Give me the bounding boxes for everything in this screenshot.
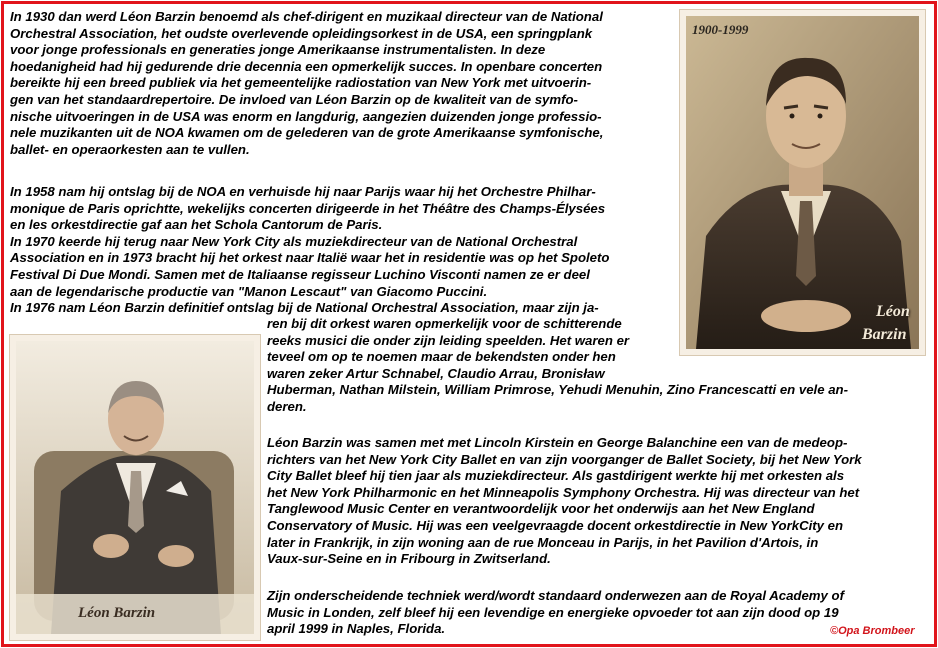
text-line: nische uitvoeringen in de USA was enorm en langdurig, aangezien duizenden jonge professio- bbox=[10, 108, 602, 124]
portrait-years: 1900-1999 bbox=[692, 22, 749, 37]
text-line: reeks musici die onder zijn leiding speelden. Het waren er bbox=[267, 332, 630, 348]
text-line: Music in Londen, zelf bleef hij een levendige en energieke opvoeder tot aan zijn dood op 19 bbox=[267, 604, 839, 620]
portrait-young-image bbox=[686, 16, 919, 349]
text-line: hoedanigheid had hij gedurende drie decennia een opmerkelijk succes. In openbare concerten bbox=[10, 58, 603, 74]
text-line: nele muzikanten uit de NOA kwamen om de gelederen van de grote Amerikaanse symfonische, bbox=[10, 125, 604, 141]
portrait-caption-last: Barzin bbox=[862, 326, 907, 343]
text-line: ren bij dit orkest waren opmerkelijk voor de schitterende bbox=[267, 316, 622, 331]
text-line: In 1970 keerde hij terug naar New York City als muziekdirecteur van de National Orchestral bbox=[10, 233, 578, 249]
text-line: ballet- en operaorkesten aan te vullen. bbox=[10, 141, 250, 157]
text-line: In 1976 nam Léon Barzin definitief ontslag bij de National Orchestral Association, maar zijn ja- bbox=[10, 300, 599, 316]
text-line: Vaux-sur-Seine en in Fribourg in Zwitserland. bbox=[267, 551, 551, 567]
text-line: City Ballet bleef hij tien jaar als muziekdirecteur. Als gastdirigent werkte hij met orkesten als bbox=[267, 468, 845, 484]
portrait-young-frame bbox=[679, 9, 926, 356]
text-line: Zijn onderscheidende techniek werd/wordt standaard onderwezen aan de Royal Academy of bbox=[267, 588, 844, 603]
text-line: gen van het standaardrepertoire. De invloed van Léon Barzin op de kwaliteit van de symfo- bbox=[10, 91, 578, 107]
text-line: Conservatory of Music. Hij was een veelgevraagde docent orkestdirectie in New YorkCity en bbox=[267, 517, 844, 533]
text-line: Léon Barzin was samen met met Lincoln Kirstein en George Balanchine een van de medeop- bbox=[267, 435, 848, 450]
text-line: het New York Philharmonic en het Minneapolis Symphony Orchestra. Hij was directeur van het bbox=[267, 484, 860, 500]
text-line: deren. bbox=[267, 398, 307, 414]
text-line: later in Frankrijk, in zijn woning aan de rue Monceau in Parijs, in het Pavilion d'Artois, in bbox=[267, 534, 819, 550]
portrait-old-photo bbox=[16, 341, 254, 634]
text-line: teveel om op te noemen maar de bekendsten onder hen bbox=[267, 349, 616, 365]
paragraph-2 bbox=[10, 184, 609, 317]
portrait-old-frame bbox=[9, 334, 261, 641]
text-line: april 1999 in Naples, Florida. bbox=[267, 621, 446, 637]
text-line: Association en in 1973 bracht hij het orkest naar Italië waar het in residentie was op het Spoleto bbox=[10, 250, 610, 266]
paragraph-5 bbox=[267, 588, 844, 638]
text-line: Tanglewood Music Center en verantwoordelijk voor het onderwijs aan het New England bbox=[267, 501, 815, 517]
text-line: aan de legendarische productie van "Manon Lescaut" van Giacomo Puccini. bbox=[10, 283, 488, 299]
portrait-caption-first: Léon bbox=[876, 303, 910, 320]
paragraph-1 bbox=[10, 9, 603, 158]
text-line: In 1958 nam hij ontslag bij de NOA en verhuisde hij naar Parijs waar hij het Orchestre Philhar- bbox=[10, 184, 596, 199]
text-line: Huberman, Nathan Milstein, William Primrose, Yehudi Menuhin, Zino Francescatti en vele an- bbox=[267, 382, 848, 398]
portrait-old-image bbox=[16, 341, 254, 634]
copyright-signature: ©Opa Brombeer bbox=[830, 625, 915, 637]
text-line: Festival Di Due Mondi. Samen met de Italiaanse regisseur Luchino Visconti namen ze er deel bbox=[10, 266, 590, 282]
text-line: monique de Paris oprichtte, wekelijks concerten dirigeerde in het Théâtre des Champs-Élysées bbox=[10, 200, 606, 216]
text-line: In 1930 dan werd Léon Barzin benoemd als chef-dirigent en muzikaal directeur van de National bbox=[10, 9, 603, 24]
page-frame bbox=[1, 1, 937, 647]
portrait-old-caption: Léon Barzin bbox=[78, 605, 156, 621]
portrait-young-photo bbox=[686, 16, 919, 349]
text-line: waren zeker Artur Schnabel, Claudio Arrau, Bronisław bbox=[267, 365, 605, 381]
text-line: richters van het New York City Ballet en van zijn voorganger de Ballet Society, bij het New York bbox=[267, 451, 862, 467]
text-line: en les orkestdirectie gaf aan het Schola Cantorum de Paris. bbox=[10, 217, 383, 233]
text-line: Orchestral Association, het oudste overlevende opleidingsorkest in de USA, een springplank bbox=[10, 25, 593, 41]
text-line: voor jonge professionals en generaties jonge Amerikaanse instrumentalisten. In deze bbox=[10, 42, 546, 58]
text-line: bereikte hij een breed publiek via het gemeentelijke radiostation van New York met uitvoerin- bbox=[10, 75, 592, 91]
paragraph-4 bbox=[267, 435, 862, 568]
